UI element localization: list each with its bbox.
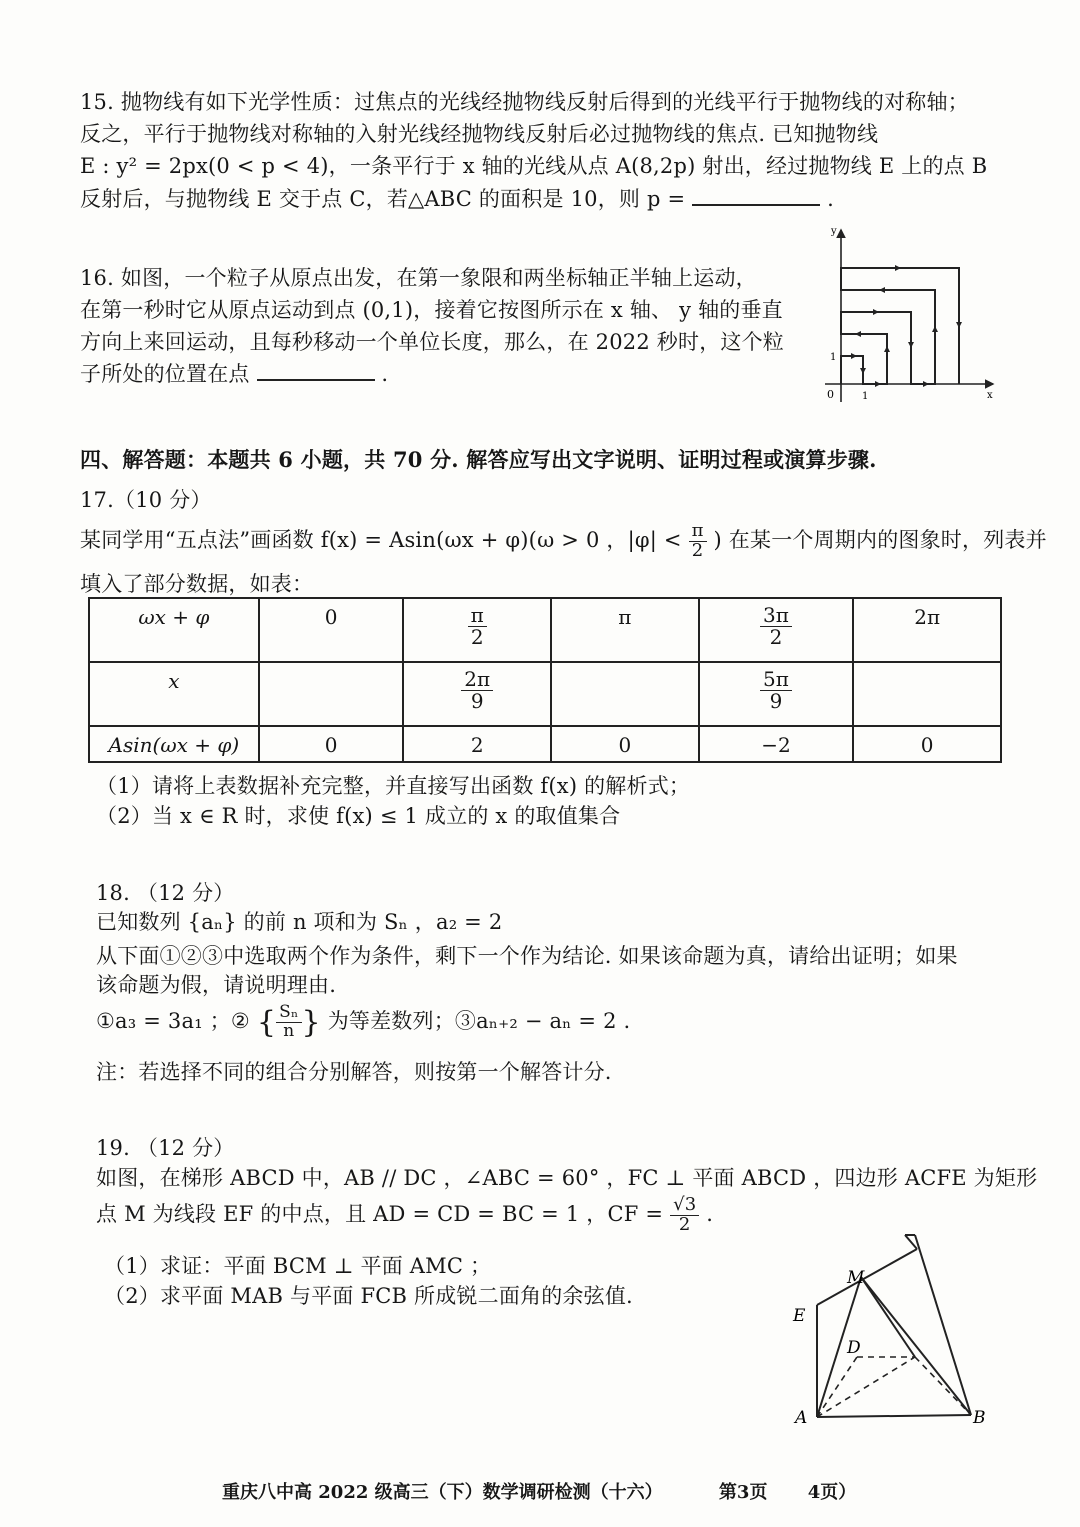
- q18-note: 注：若选择不同的组合分别解答，则按第一个解答计分.: [96, 1060, 612, 1084]
- q16-line4-text: 子所处的位置在点: [80, 362, 250, 386]
- q18-line1: 已知数列 {aₙ} 的前 n 项和为 Sₙ ，a₂ = 2: [96, 910, 503, 934]
- row-header-value: Asin(ωx + φ): [89, 726, 259, 762]
- q16-line2: 在第一秒时它从原点运动到点 (0,1)，接着它按图所示在 x 轴、 y 轴的垂直: [80, 298, 783, 322]
- q16-line4: [80, 358, 388, 388]
- q18-right-brace: }: [301, 1004, 321, 1040]
- q15-line1: 15. 抛物线有如下光学性质：过焦点的光线经抛物线反射后得到的光线平行于抛物线的对称轴；: [80, 90, 969, 114]
- table-cell: [551, 662, 699, 726]
- q17-part2: （2）当 x ∈ R 时，求使 f(x) ≤ 1 成立的 x 的取值集合: [96, 804, 621, 828]
- q19-line2-text: 点 M 为线段 EF 的中点，且 AD = CD = BC = 1 ，CF =: [96, 1201, 664, 1226]
- table-cell: −2: [699, 726, 854, 762]
- q19-title: 19. （12 分）: [96, 1136, 235, 1160]
- q18-line3: 该命题为假，请说明理由.: [96, 973, 337, 997]
- table-row: [89, 598, 1001, 662]
- q15-line4-text: 反射后，与抛物线 E 交于点 C，若△ABC 的面积是 10，则 p =: [80, 187, 686, 211]
- q18-left-brace: {: [256, 1004, 277, 1040]
- section4-heading: 四、解答题：本题共 6 小题，共 70 分. 解答应写出文字说明、证明过程或演算步骤.: [80, 447, 877, 472]
- q16-line4-end: .: [381, 362, 389, 386]
- q18-cond1: ①a₃ = 3a₁ ；②: [96, 1008, 250, 1033]
- q19-solid-figure: [775, 1225, 995, 1430]
- q15-line4-end: .: [827, 187, 834, 211]
- table-cell: $\frac{5\pi}{9}$: [699, 662, 854, 726]
- q16-line3: 方向上来回运动，且每秒移动一个单位长度，那么，在 2022 秒时，这个粒: [80, 330, 784, 354]
- q16-origin-label: 0: [827, 388, 834, 401]
- q18-cond2-end: 为等差数列；③aₙ₊₂ − aₙ = 2 .: [327, 1008, 631, 1033]
- table-cell: 0: [853, 726, 1001, 762]
- table-cell: $\frac{3\pi}{2}$: [699, 598, 854, 662]
- q17-stem1-text: 某同学用“五点法”画函数 f(x) = Asin(ωx + φ)(ω > 0 ，|φ| <: [80, 527, 682, 552]
- q19-line2: [96, 1196, 713, 1235]
- q17-stem1-end: ) 在某一个周期内的图象时，列表并: [713, 527, 1047, 552]
- q15-line4: [80, 183, 834, 213]
- q16-x-tick: 1: [862, 391, 869, 402]
- footer-page: 第3页: [718, 1482, 768, 1503]
- point-m-label: M: [847, 1268, 865, 1288]
- table-cell: $\frac{2\pi}{9}$: [403, 662, 551, 726]
- table-cell: 2π: [853, 598, 1001, 662]
- table-cell: 2: [403, 726, 551, 762]
- point-a-label: A: [795, 1408, 808, 1428]
- table-row: [89, 726, 1001, 762]
- q17-title: 17.（10 分）: [80, 488, 212, 512]
- q18-conditions: [96, 1004, 630, 1041]
- table-row: [89, 662, 1001, 726]
- row-header-x: x: [89, 662, 259, 726]
- q17-part1: （1）请将上表数据补充完整，并直接写出函数 f(x) 的解析式；: [96, 774, 691, 798]
- q17-five-point-table: [88, 597, 1002, 763]
- q16-x-label: x: [987, 390, 993, 401]
- footer-school: 重庆八中高 2022 级高三（下）数学调研检测（十六）: [222, 1482, 663, 1503]
- page-footer: [222, 1478, 856, 1504]
- q16-particle-path-figure: [815, 222, 1000, 407]
- q17-stem2: 填入了部分数据，如表：: [80, 572, 314, 596]
- q16-y-tick: 1: [830, 352, 837, 363]
- q18-title: 18. （12 分）: [96, 881, 235, 905]
- q16-answer-blank: [257, 379, 375, 381]
- q15-answer-blank: [692, 204, 820, 206]
- table-cell: 0: [551, 726, 699, 762]
- q16-line1: 16. 如图，一个粒子从原点出发，在第一象限和两坐标轴正半轴上运动，: [80, 266, 757, 290]
- q16-y-label: y: [831, 226, 837, 237]
- q15-line3: E : y² = 2px(0 < p < 4)，一条平行于 x 轴的光线从点 A(8,2p) 射出，经过抛物线 E 上的点 B: [80, 154, 988, 178]
- table-cell: $\frac{\pi}{2}$: [403, 598, 551, 662]
- q17-stem1-fraction: [689, 522, 707, 561]
- table-cell: 0: [259, 726, 404, 762]
- q18-sn-den: n: [283, 1020, 295, 1041]
- table-cell: 0: [259, 598, 404, 662]
- q19-line2-end: .: [706, 1201, 714, 1226]
- q18-line2: 从下面①②③中选取两个作为条件，剩下一个作为结论. 如果该命题为真，请给出证明；如果: [96, 944, 958, 968]
- table-cell: [853, 662, 1001, 726]
- q19-part2: （2）求平面 MAB 与平面 FCB 所成锐二面角的余弦值.: [104, 1284, 633, 1308]
- q19-cf-fraction: [670, 1196, 699, 1235]
- q15-line2: 反之，平行于抛物线对称轴的入射光线经抛物线反射后必过抛物线的焦点. 已知抛物线: [80, 122, 879, 146]
- footer-total: 4页）: [807, 1482, 857, 1503]
- q17-stem1-frac-num: π: [689, 522, 707, 542]
- row-header-phase: ωx + φ: [89, 598, 259, 662]
- q19-line1: 如图，在梯形 ABCD 中，AB // DC ，∠ABC = 60° ，FC ⊥ 平面 ABCD ，四边形 ACFE 为矩形: [96, 1166, 1038, 1190]
- q16-path-lines: [841, 268, 959, 384]
- table-cell: [259, 662, 404, 726]
- q17-stem1: [80, 522, 1047, 561]
- point-d-label: D: [847, 1338, 861, 1358]
- q18-sn-num: Sₙ: [276, 1004, 301, 1023]
- table-cell: π: [551, 598, 699, 662]
- point-e-label: E: [793, 1306, 806, 1326]
- q17-stem1-frac-den: 2: [691, 539, 704, 561]
- q19-part1: （1）求证：平面 BCM ⊥ 平面 AMC ；: [104, 1254, 492, 1278]
- q16-direction-arrows: [851, 265, 962, 387]
- q18-sn-fraction: [276, 1004, 301, 1041]
- q19-cf-num: √3: [670, 1196, 699, 1216]
- q19-cf-den: 2: [678, 1213, 691, 1235]
- point-b-label: B: [973, 1408, 986, 1428]
